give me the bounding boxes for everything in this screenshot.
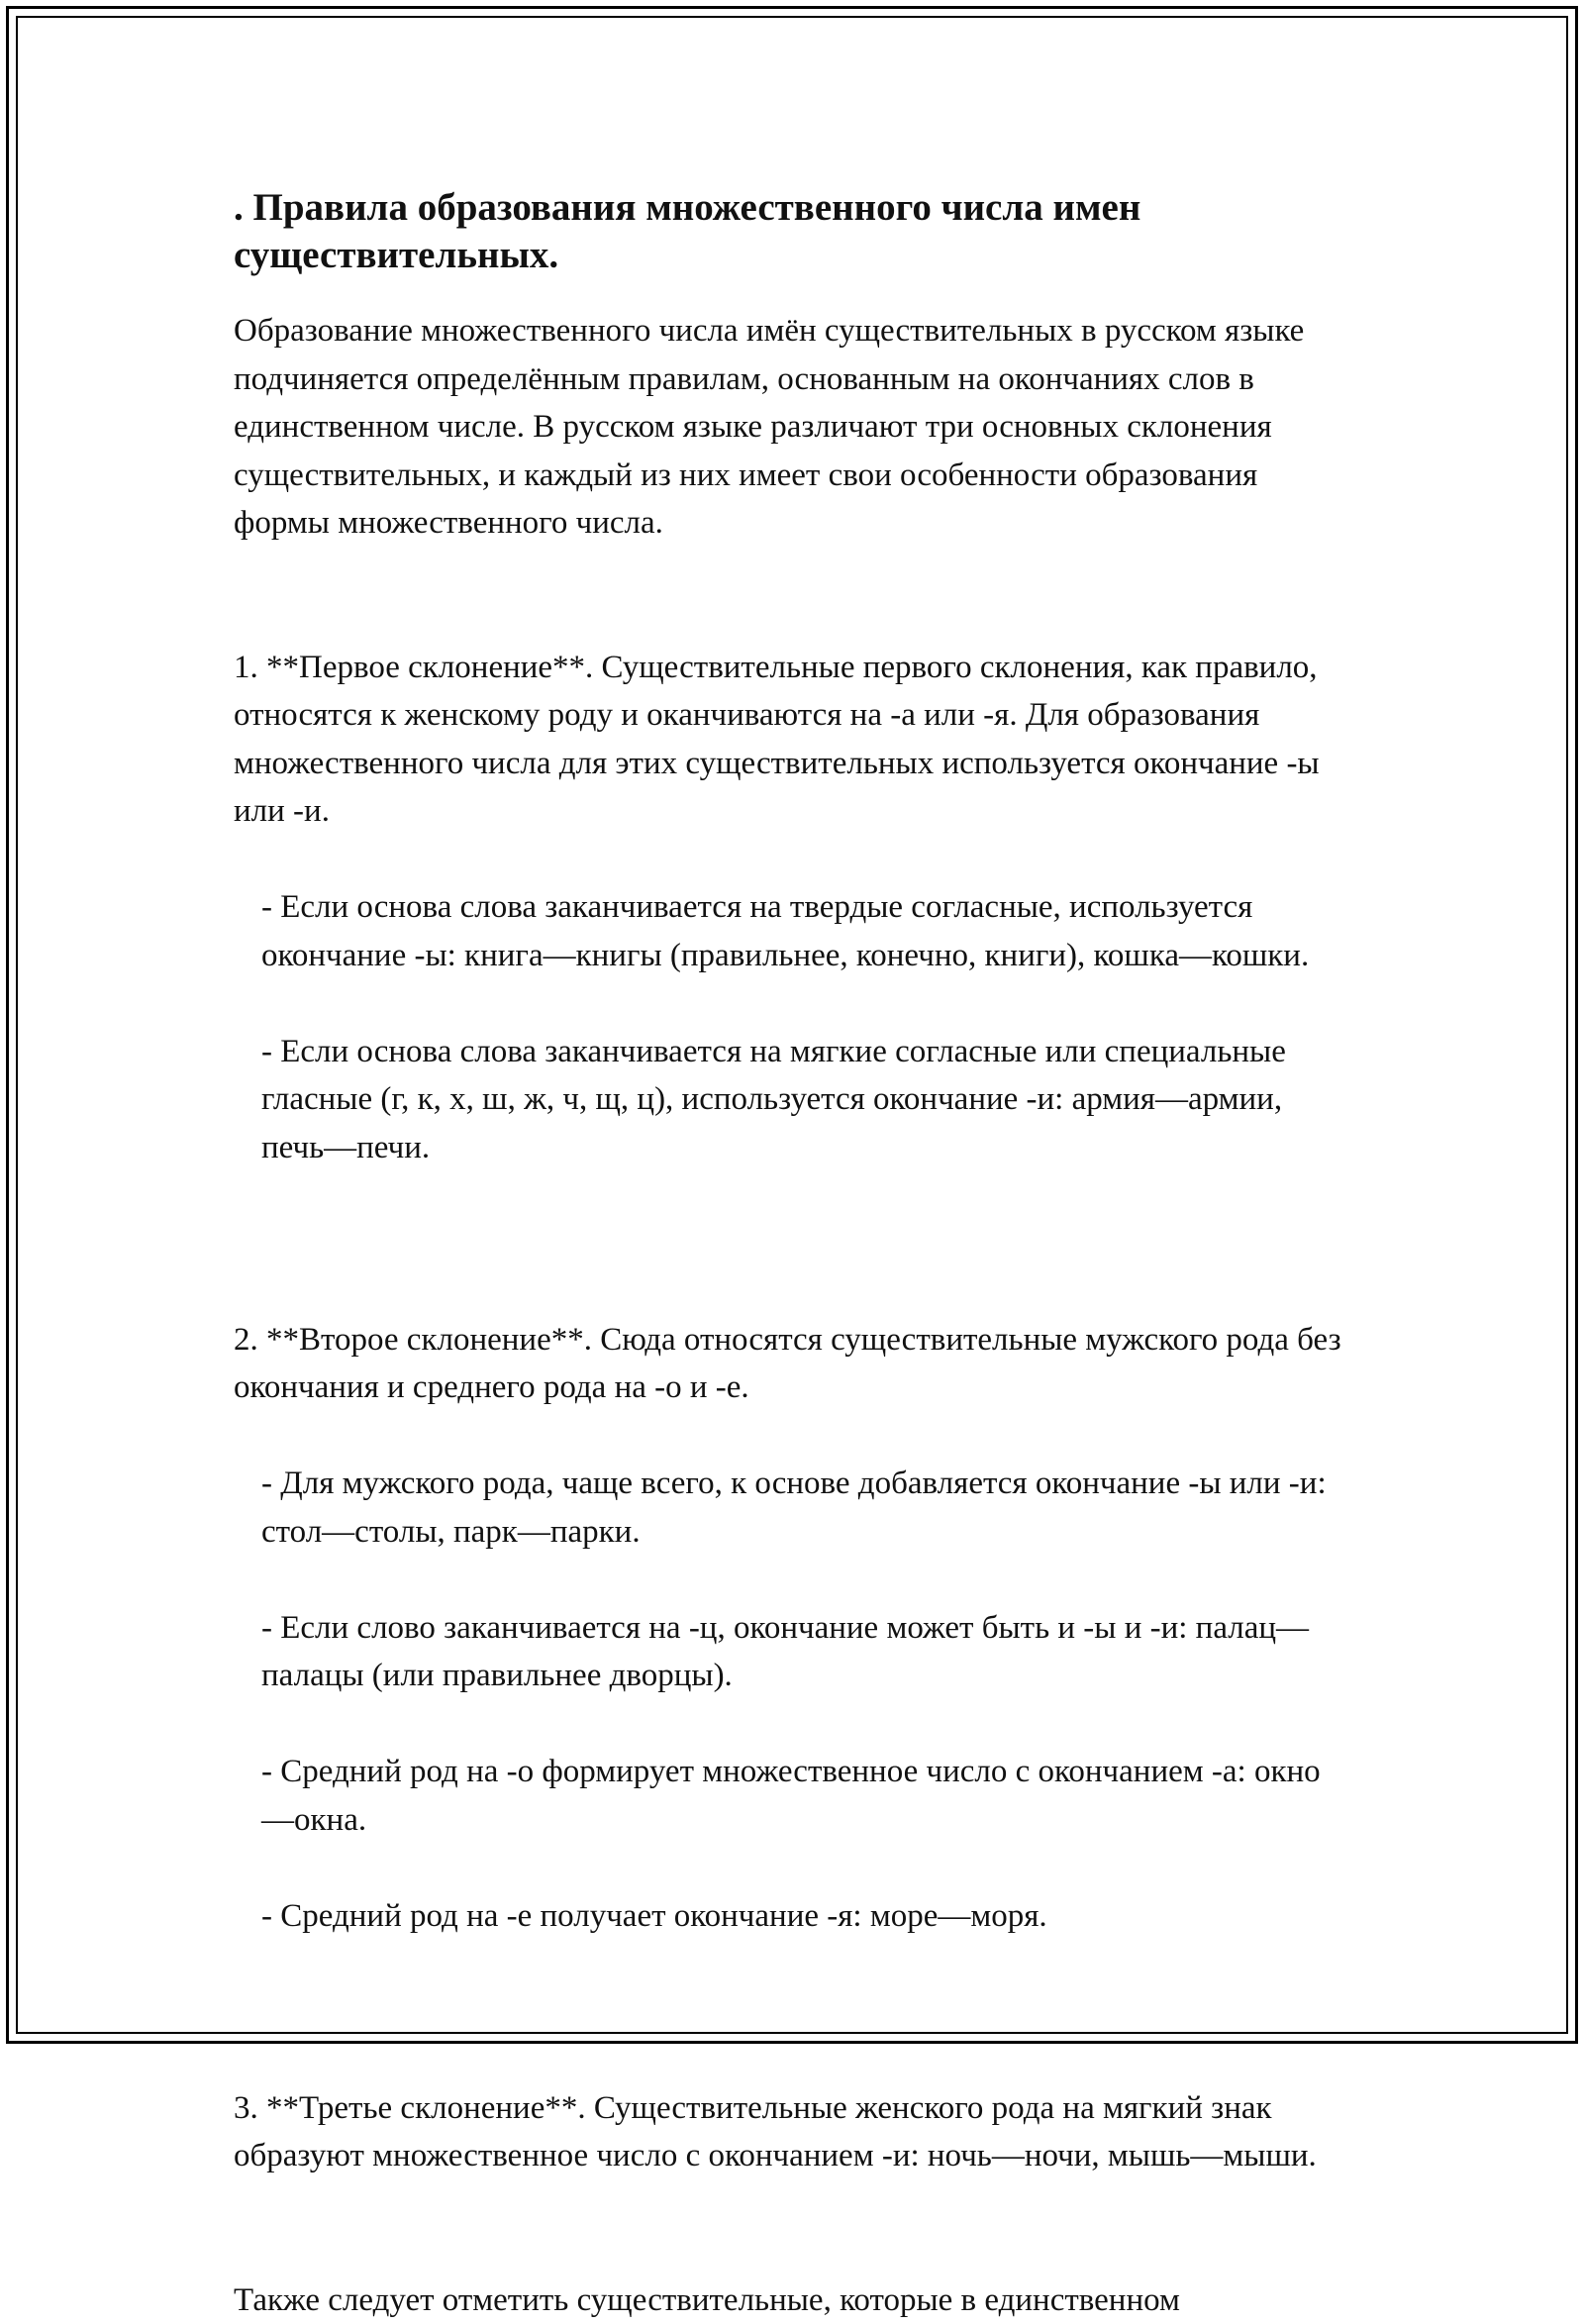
document-title: . Правила образования множественного числа имен существительных. bbox=[234, 184, 1352, 279]
section-second-declension-item: - Средний род на -е получает окончание -я: море—моря. bbox=[234, 1892, 1352, 1941]
section-first-declension-lead: 1. **Первое склонение**. Существительные первого склонения, как правило, относятся к женскому роду и оканчиваются на -а или -я. Для образования множественного числа для этих существительных используется окончание -ы или -и. bbox=[234, 644, 1352, 836]
section-third-declension bbox=[234, 2036, 1352, 2228]
section-second-declension bbox=[234, 1267, 1352, 1988]
section-third-declension-lead: 3. **Третье склонение**. Существительные женского рода на мягкий знак образуют множественное число с окончанием -и: ночь—ночи, мышь—мыши. bbox=[234, 2084, 1352, 2180]
section-second-declension-item: - Для мужского рода, чаще всего, к основе добавляется окончание -ы или -и: стол—столы, парк—парки. bbox=[234, 1460, 1352, 1556]
section-first-declension-item: - Если основа слова заканчивается на мягкие согласные или специальные гласные (г, к, х, ш, ж, ч, щ, ц), используется окончание -и: армия—армии, печь—печи. bbox=[234, 1028, 1352, 1172]
section-first-declension-item: - Если основа слова заканчивается на твердые согласные, используется окончание -ы: книга—книгы (правильнее, конечно, книги), кошка—кошки. bbox=[234, 883, 1352, 979]
intro-paragraph: Образование множественного числа имён существительных в русском языке подчиняется определённым правилам, основанным на окончаниях слов в единственном числе. В русском языке различают три основных склонения существительных, и каждый из них имеет свои особенности образования формы множественного числа. bbox=[234, 307, 1352, 548]
section-second-declension-lead: 2. **Второе склонение**. Сюда относятся существительные мужского рода без окончания и среднего рода на -о и -е. bbox=[234, 1316, 1352, 1412]
section-second-declension-item: - Если слово заканчивается на -ц, окончание может быть и -ы и -и: палац—палацы (или правильнее дворцы). bbox=[234, 1604, 1352, 1700]
section-first-declension bbox=[234, 595, 1352, 1220]
document-body bbox=[234, 184, 1352, 2324]
closing-paragraph: Также следует отметить существительные, которые в единственном bbox=[234, 2276, 1352, 2324]
section-second-declension-item: - Средний род на -о формирует множественное число с окончанием -а: окно—окна. bbox=[234, 1748, 1352, 1844]
